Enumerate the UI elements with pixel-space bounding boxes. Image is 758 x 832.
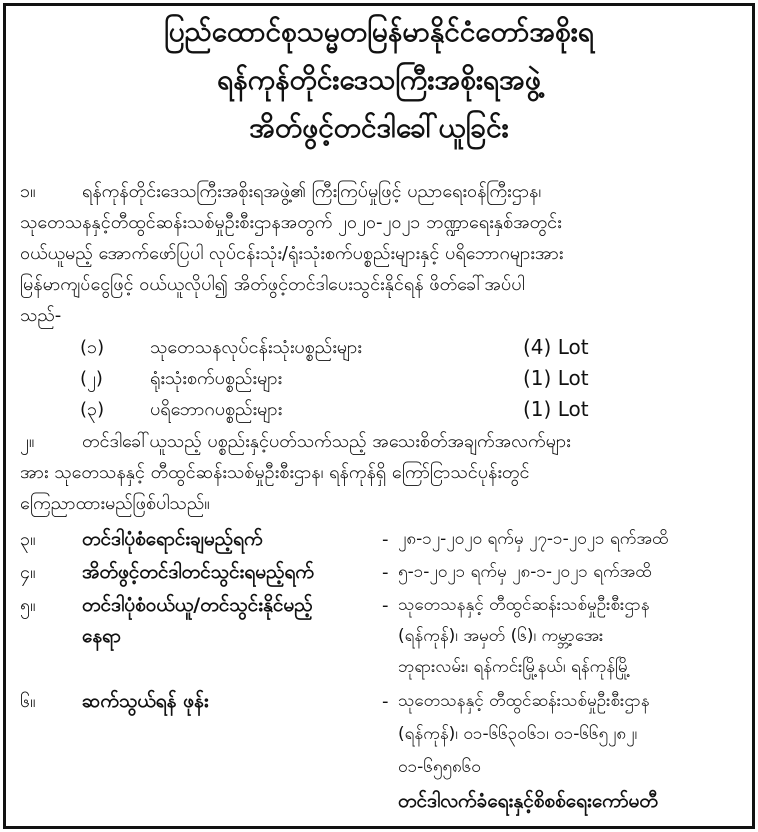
header-tender-invitation: အိတ်ဖွင့်တင်ဒါခေါ်ယူခြင်း [249,111,509,144]
submission-date-value: ၅-၁-၂၀၂၁ ရက်မှ ၂၈-၁-၂၀၂၁ ရက်အထိ [398,562,652,582]
item-number: (၂) [80,368,103,389]
section6-number: ၆။ [20,691,36,712]
item-name: ရုံးသုံးစက်ပစ္စည်းများ [150,368,283,389]
separator-dash: - [382,595,389,616]
section2-number: ၂။ [20,431,35,452]
section3-number: ၃။ [20,529,36,550]
sale-date-label: တင်ဒါပုံစံရောင်းချမည့်ရက် [82,528,263,550]
contact-phone-value: သုတေသနနှင့် တီထွင်ဆန်းသစ်မှုဦးစီးဌာန [398,691,650,711]
location-value: (ရန်ကုန်)၊ အမှတ် (၆)၊ ကမ္ဘာ့အေး [398,626,604,646]
section2-line: အား သုတေသနနှင့် တီထွင်ဆန်းသစ်မှုဦးစီးဌာန၊ ရန်ကုန်ရှိ ကြော်ငြာသင်ပုန်းတွင် [20,462,530,483]
contact-phone-value: (ရန်ကုန်)၊ ၀၁-၆၆၃၀၆၁၊ ၀၁-၆၆၅၂၈၂၊ [398,724,638,744]
section4-number: ၄။ [20,562,36,583]
location-label: တင်ဒါပုံစံဝယ်ယူ/တင်သွင်းနိုင်မည့် [82,594,313,616]
section1-line: သည်- [20,305,62,326]
section2-line: ကြေညာထားမည်ဖြစ်ပါသည်။ [20,493,210,514]
contact-phone-value: ၀၁-၆၅၅၈၆၀ [398,757,481,777]
location-value: ဘုရားလမ်း၊ ရန်ကင်းမြို့နယ်၊ ရန်ကုန်မြို့ [398,657,631,677]
section5-number: ၅။ [20,595,36,616]
separator-dash: - [382,562,389,583]
item-quantity: (1) Lot [523,366,589,390]
contact-phone-label: ဆက်သွယ်ရန် ဖုန်း [82,690,209,712]
item-name: ပရိဘောဂပစ္စည်းများ [150,399,283,420]
committee-signature: တင်ဒါလက်ခံရေးနှင့်စိစစ်ရေးကော်မတီ [398,790,658,812]
item-number: (၃) [80,399,105,420]
item-number: (၁) [80,337,105,358]
separator-dash: - [382,691,389,712]
submission-date-label: အိတ်ဖွင့်တင်ဒါတင်သွင်းရမည့်ရက် [82,561,314,583]
section1-line: ဝယ်ယူမည့် အောက်ဖော်ပြပါ လုပ်ငန်းသုံး/ရုံးသုံးစက်ပစ္စည်းများနှင့် ပရိဘောဂများအား [20,243,564,264]
section1-line: သုတေသနနှင့်တီထွင်ဆန်းသစ်မှုဦးစီးဌာနအတွက် ၂၀၂၀-၂၀၂၁ ဘဏ္ဍာရေးနှစ်အတွင်း [20,212,562,233]
item-quantity: (4) Lot [523,335,589,359]
location-label-continued: နေရာ [82,625,121,647]
section1-line: ရန်ကုန်တိုင်းဒေသကြီးအစိုးရအဖွဲ့၏ ကြီးကြပ်မှုဖြင့် ပညာရေးဝန်ကြီးဌာန၊ [82,181,542,202]
header-government: ပြည်ထောင်စုသမ္မတမြန်မာနိုင်ငံတော်အစိုးရ [164,15,594,48]
header-regional-government: ရန်ကုန်တိုင်းဒေသကြီးအစိုးရအဖွဲ့ [217,63,541,96]
section2-line: တင်ဒါခေါ်ယူသည့် ပစ္စည်းနှင့်ပတ်သက်သည့် အသေးစိတ်အချက်အလက်များ [82,431,571,452]
sale-date-value: ၂၈-၁၂-၂၀၂၀ ရက်မှ ၂၇-၁-၂၀၂၁ ရက်အထိ [398,529,669,549]
section1-line: မြန်မာကျပ်ငွေဖြင့် ဝယ်ယူလိုပါ၍ အိတ်ဖွင့်တင်ဒါပေးသွင်းနိုင်ရန် ဖိတ်ခေါ်အပ်ပါ [20,274,525,295]
location-value: သုတေသနနှင့် တီထွင်ဆန်းသစ်မှုဦးစီးဌာန [398,595,650,615]
section1-number: ၁။ [20,181,36,202]
item-quantity: (1) Lot [523,397,589,421]
separator-dash: - [382,529,389,550]
item-name: သုတေသနလုပ်ငန်းသုံးပစ္စည်းများ [150,337,362,358]
